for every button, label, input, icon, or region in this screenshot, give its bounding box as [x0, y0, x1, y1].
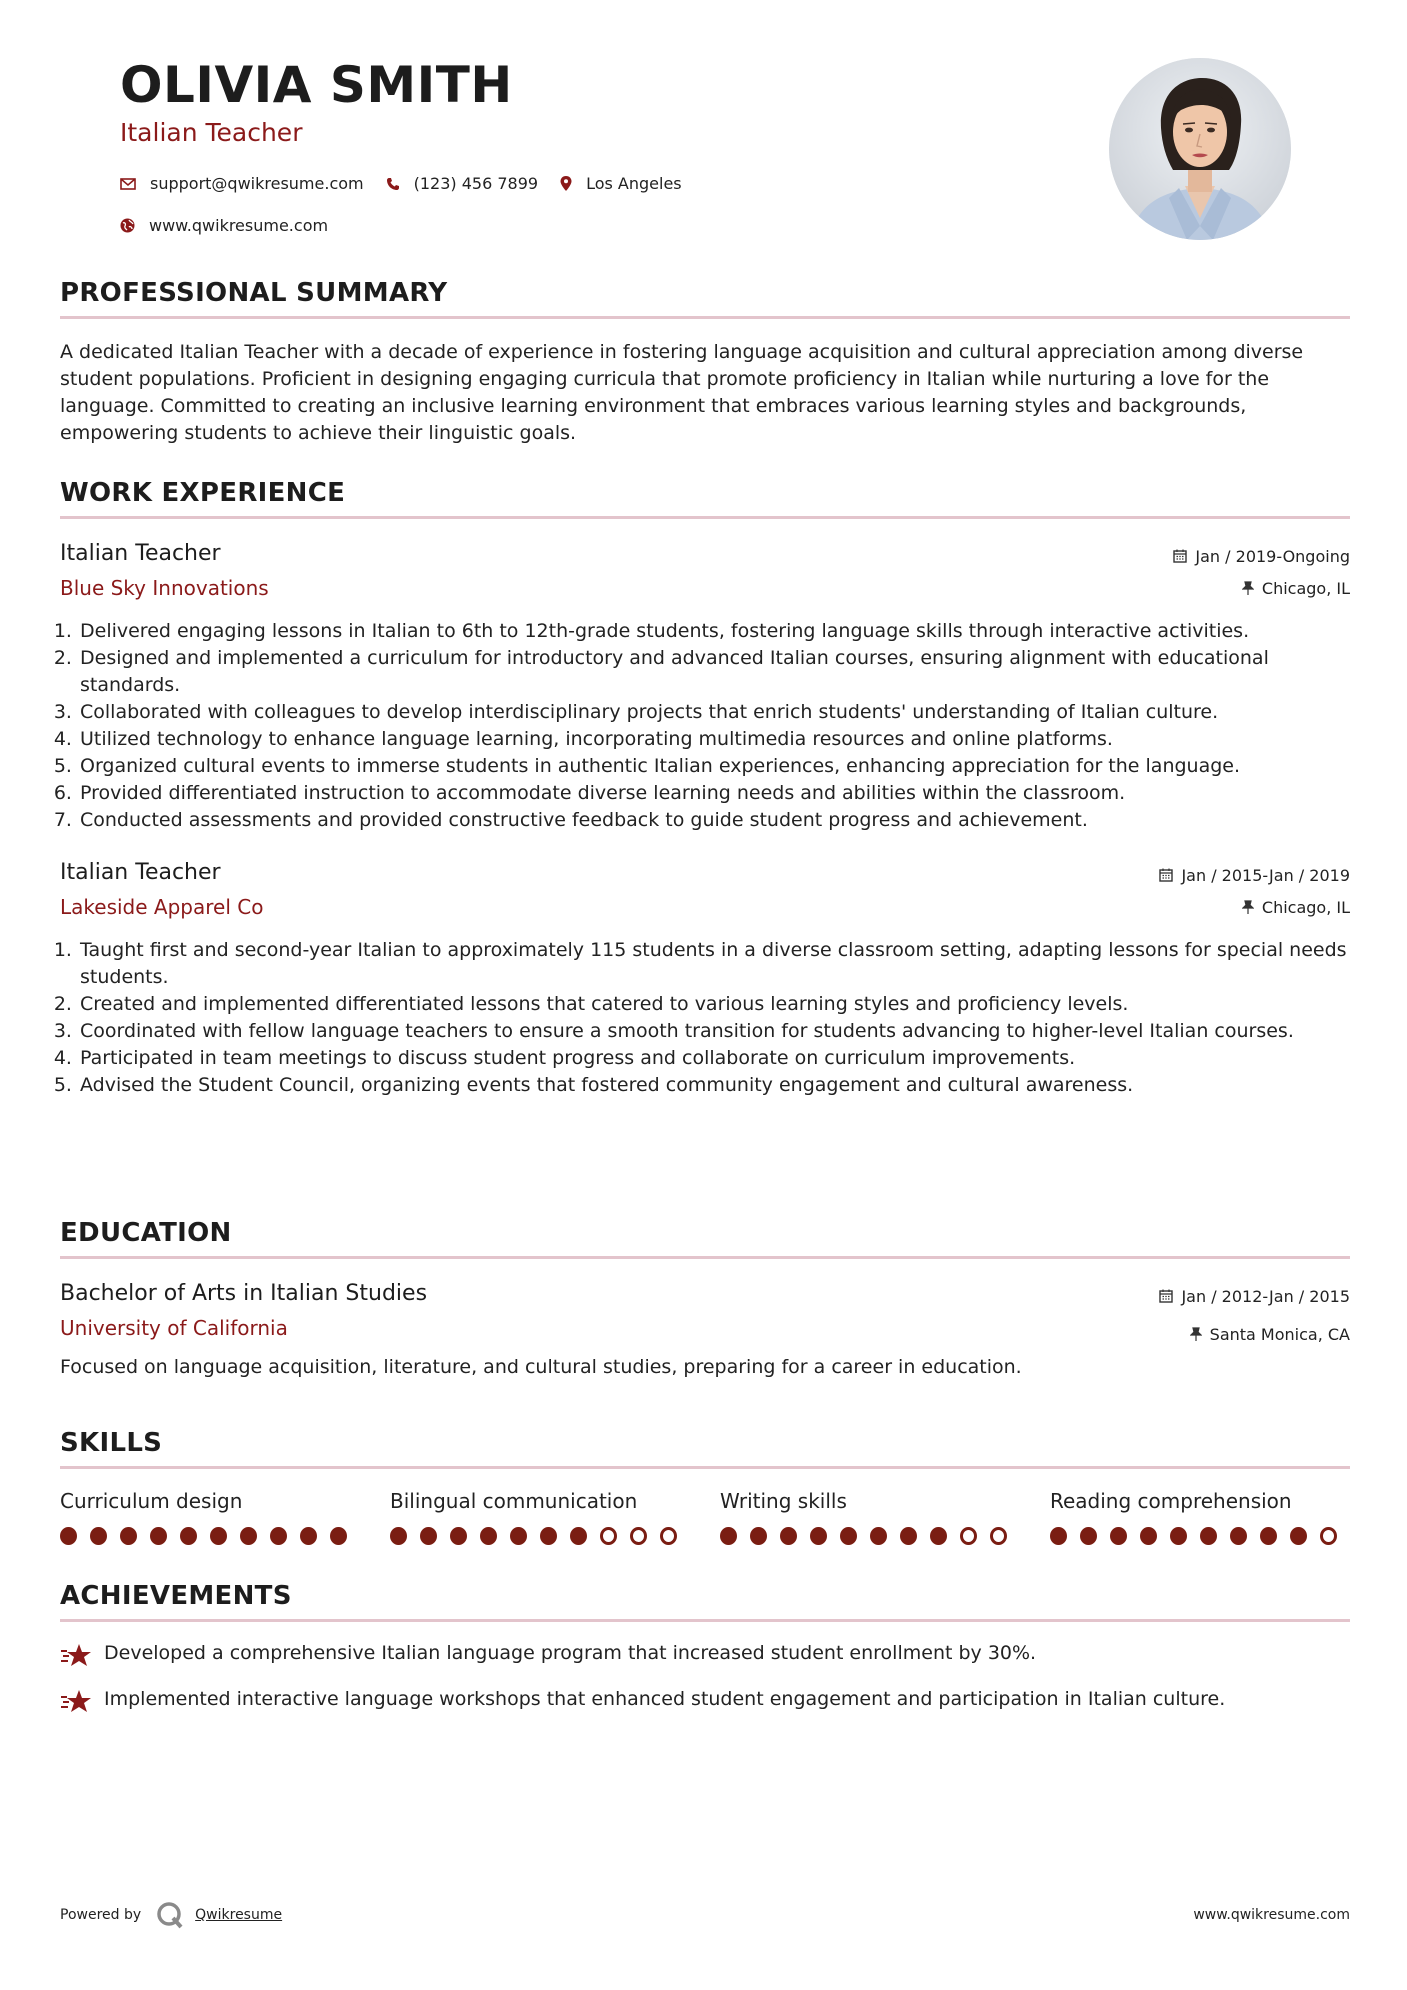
rating-dot-filled [900, 1527, 917, 1545]
rating-dot-filled [420, 1527, 437, 1545]
education-heading: EDUCATION [60, 1218, 1350, 1259]
skill-name: Curriculum design [60, 1489, 243, 1513]
job-company: Lakeside Apparel Co [60, 895, 264, 919]
rating-dot-filled [1230, 1527, 1247, 1545]
section-summary [60, 278, 1350, 447]
skill-item [1050, 1489, 1350, 1545]
job-location [1173, 577, 1350, 599]
experience-heading: WORK EXPERIENCE [60, 478, 1350, 519]
contact-location [560, 174, 682, 193]
rating-dot-empty [600, 1527, 617, 1545]
rating-dot-filled [870, 1527, 887, 1545]
profile-photo-image [1109, 58, 1291, 240]
education-location-text: Santa Monica, CA [1209, 1324, 1350, 1344]
skill-rating [390, 1527, 690, 1545]
list-item: 2. Designed and implemented a curriculum for introductory and advanced Italian courses, ensuring alignment with educational standards. [78, 645, 1350, 699]
rating-dot-filled [300, 1527, 317, 1545]
rating-dot-empty [1320, 1527, 1337, 1545]
skill-rating [60, 1527, 360, 1545]
calendar-icon [1173, 549, 1187, 563]
rating-dot-filled [840, 1527, 857, 1545]
job-title: Italian Teacher [60, 541, 221, 566]
skill-rating [720, 1527, 1020, 1545]
rating-dot-filled [780, 1527, 797, 1545]
list-item: 2. Created and implemented differentiated lessons that catered to various learning styles and proficiency levels. [78, 991, 1350, 1018]
rating-dot-filled [210, 1527, 227, 1545]
skill-name: Writing skills [720, 1489, 847, 1513]
list-item: 7. Conducted assessments and provided constructive feedback to guide student progress and achievement. [78, 807, 1350, 834]
skill-item [60, 1489, 360, 1545]
job-location [1159, 896, 1350, 918]
list-item: 3. Collaborated with colleagues to develop interdisciplinary projects that enrich students' understanding of Italian culture. [78, 699, 1350, 726]
achievement-item [60, 1686, 1350, 1714]
list-item: 1. Taught first and second-year Italian to approximately 115 students in a diverse classroom setting, adapting lessons for special needs students. [78, 937, 1350, 991]
skill-name: Bilingual communication [390, 1489, 638, 1513]
rating-dot-filled [1080, 1527, 1097, 1545]
job-title: Italian Teacher [60, 860, 221, 885]
job-entry [60, 860, 1350, 1099]
rating-dot-filled [1110, 1527, 1127, 1545]
section-skills [60, 1428, 1350, 1545]
rating-dot-filled [1260, 1527, 1277, 1545]
summary-text: A dedicated Italian Teacher with a decade of experience in fostering language acquisition and cultural appreciation among diverse student populations. Proficient in designing engaging curricula that promote proficiency in Italian while nurturing a love for the language. Committed to creating an inclusive learning environment that embraces various learning styles and backgrounds, empowering students to achieve their linguistic goals. [60, 341, 1304, 444]
calendar-icon [1159, 1289, 1173, 1303]
skill-name: Reading comprehension [1050, 1489, 1292, 1513]
rating-dot-filled [1170, 1527, 1187, 1545]
job-dates [1159, 864, 1350, 886]
skill-item [720, 1489, 1020, 1545]
contact-website[interactable] [120, 216, 328, 235]
map-pin-icon [560, 176, 572, 191]
rating-dot-filled [1050, 1527, 1067, 1545]
rating-dot-filled [120, 1527, 137, 1545]
section-education [60, 1218, 1350, 1381]
job-dates-text: Jan / 2019-Ongoing [1195, 546, 1350, 566]
phone-text: (123) 456 7899 [413, 174, 539, 193]
job-entry [60, 541, 1350, 834]
rating-dot-filled [720, 1527, 737, 1545]
pushpin-icon [1242, 900, 1254, 914]
education-entry [60, 1281, 1350, 1381]
resume-header [60, 0, 1347, 240]
website-text: www.qwikresume.com [149, 216, 329, 235]
rating-dot-empty [990, 1527, 1007, 1545]
contact-row [120, 174, 704, 193]
education-dates [1159, 1285, 1350, 1307]
rating-dot-filled [1200, 1527, 1217, 1545]
powered-by [60, 1900, 282, 1930]
person-name: OLIVIA SMITH [120, 56, 513, 114]
pushpin-icon [1190, 1327, 1202, 1341]
job-location-text: Chicago, IL [1261, 897, 1350, 917]
rating-dot-filled [540, 1527, 557, 1545]
rating-dot-filled [150, 1527, 167, 1545]
education-location [1159, 1323, 1350, 1345]
job-location-text: Chicago, IL [1261, 578, 1350, 598]
achievement-text: Implemented interactive language workshops that enhanced student engagement and participation in Italian culture. [104, 1688, 1226, 1710]
globe-icon [120, 218, 135, 233]
summary-heading: PROFESSIONAL SUMMARY [60, 278, 1350, 319]
skill-item [390, 1489, 690, 1545]
rating-dot-filled [90, 1527, 107, 1545]
job-meta [1173, 545, 1350, 609]
achievements-heading: ACHIEVEMENTS [60, 1581, 1350, 1622]
star-award-icon [60, 1688, 92, 1714]
footer-website[interactable]: www.qwikresume.com [1193, 1907, 1350, 1923]
rating-dot-filled [570, 1527, 587, 1545]
qwikresume-link[interactable]: Qwikresume [195, 1907, 283, 1923]
section-experience [60, 478, 1350, 1099]
rating-dot-filled [60, 1527, 77, 1545]
list-item: 6. Provided differentiated instruction to accommodate diverse learning needs and abilities within the classroom. [78, 780, 1350, 807]
list-item: 4. Participated in team meetings to discuss student progress and collaborate on curriculum improvements. [78, 1045, 1350, 1072]
degree-title: Bachelor of Arts in Italian Studies [60, 1281, 428, 1306]
skills-list [60, 1489, 1350, 1545]
rating-dot-filled [240, 1527, 257, 1545]
location-text: Los Angeles [586, 174, 682, 193]
contact-row-website [120, 216, 350, 235]
rating-dot-empty [660, 1527, 677, 1545]
school-name: University of California [60, 1316, 288, 1340]
qwikresume-logo-icon [155, 1900, 185, 1930]
job-bullets [60, 618, 1350, 834]
job-dates [1173, 545, 1350, 567]
contact-phone[interactable] [386, 174, 538, 193]
list-item: 5. Organized cultural events to immerse students in authentic Italian experiences, enhancing appreciation for the language. [78, 753, 1350, 780]
list-item: 1. Delivered engaging lessons in Italian to 6th to 12th-grade students, fostering language skills through interactive activities. [78, 618, 1350, 645]
rating-dot-filled [750, 1527, 767, 1545]
list-item: 3. Coordinated with fellow language teachers to ensure a smooth transition for students advancing to higher-level Italian courses. [78, 1018, 1350, 1045]
job-bullets [60, 937, 1350, 1099]
education-meta [1159, 1285, 1350, 1355]
rating-dot-filled [390, 1527, 407, 1545]
rating-dot-filled [1140, 1527, 1157, 1545]
page-footer [60, 1900, 1350, 1930]
rating-dot-filled [810, 1527, 827, 1545]
rating-dot-filled [480, 1527, 497, 1545]
email-text: support@qwikresume.com [150, 174, 364, 193]
profile-photo [1109, 58, 1291, 240]
job-meta [1159, 864, 1350, 928]
calendar-icon [1159, 868, 1173, 882]
rating-dot-filled [510, 1527, 527, 1545]
job-dates-text: Jan / 2015-Jan / 2019 [1181, 865, 1350, 885]
section-achievements [60, 1581, 1350, 1714]
rating-dot-filled [270, 1527, 287, 1545]
rating-dot-empty [960, 1527, 977, 1545]
rating-dot-filled [1290, 1527, 1307, 1545]
rating-dot-filled [450, 1527, 467, 1545]
envelope-icon [120, 178, 136, 190]
powered-by-label: Powered by [60, 1907, 142, 1923]
rating-dot-filled [180, 1527, 197, 1545]
person-title: Italian Teacher [120, 118, 303, 147]
achievement-text: Developed a comprehensive Italian language program that increased student enrollment by 30%. [104, 1642, 1037, 1664]
rating-dot-empty [630, 1527, 647, 1545]
pushpin-icon [1242, 581, 1254, 595]
achievement-item [60, 1640, 1350, 1668]
job-company: Blue Sky Innovations [60, 576, 269, 600]
star-award-icon [60, 1642, 92, 1668]
list-item: 5. Advised the Student Council, organizing events that fostered community engagement and cultural awareness. [78, 1072, 1350, 1099]
list-item: 4. Utilized technology to enhance language learning, incorporating multimedia resources and online platforms. [78, 726, 1350, 753]
rating-dot-filled [330, 1527, 347, 1545]
education-description: Focused on language acquisition, literature, and cultural studies, preparing for a career in education. [60, 1356, 1022, 1378]
rating-dot-filled [930, 1527, 947, 1545]
phone-icon [386, 177, 400, 191]
skill-rating [1050, 1527, 1350, 1545]
education-dates-text: Jan / 2012-Jan / 2015 [1181, 1286, 1350, 1306]
contact-email[interactable] [120, 174, 364, 193]
skills-heading: SKILLS [60, 1428, 1350, 1469]
